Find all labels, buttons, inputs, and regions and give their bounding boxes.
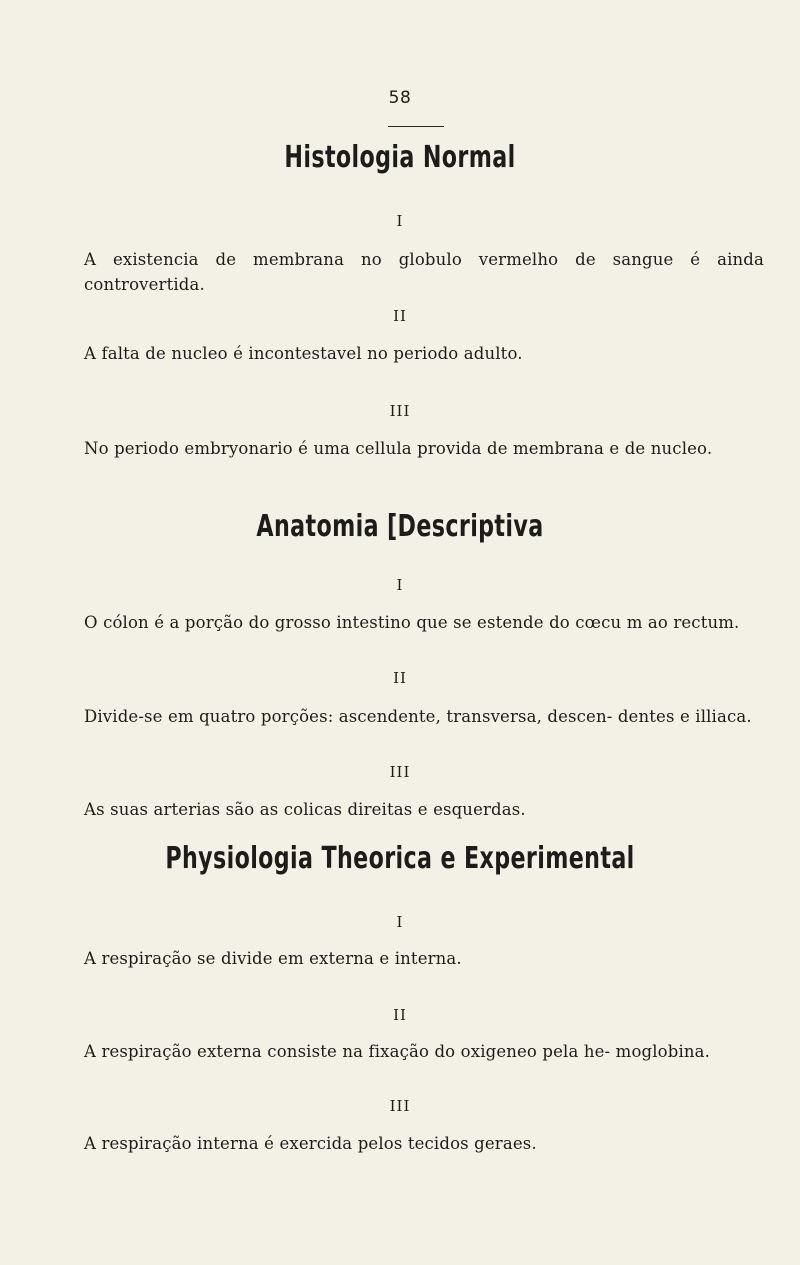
proposition-text: A respiração interna é exercida pelos tecidos geraes.: [84, 1134, 537, 1153]
proposition-numeral: II: [393, 669, 407, 687]
proposition-numeral: I: [396, 212, 404, 230]
proposition-text: A respiração se divide em externa e interna.: [84, 949, 462, 968]
proposition-numeral: II: [393, 1006, 407, 1024]
proposition-numeral: II: [393, 307, 407, 325]
proposition-numeral: III: [389, 1097, 411, 1115]
proposition-numeral: III: [389, 402, 411, 420]
proposition-text: A falta de nucleo é incontestavel no periodo adulto.: [84, 344, 523, 363]
section-title-anatomia: Anatomia [Descriptiva: [256, 509, 544, 544]
proposition-text: As suas arterias são as colicas direitas e esquerdas.: [84, 800, 526, 819]
proposition-text: O cólon é a porção do grosso intestino que se estende do cœcu m ao rectum.: [84, 613, 740, 632]
page-number-rule: [388, 126, 444, 127]
proposition-text: No periodo embryonario é uma cellula provida de membrana e de nucleo.: [84, 439, 713, 458]
proposition-text: Divide-se em quatro porções: ascendente, transversa, descen- dentes e illiaca.: [84, 707, 752, 726]
proposition-numeral: I: [396, 576, 404, 594]
proposition-text: A respiração externa consiste na fixação do oxigeneo pela he- moglobina.: [84, 1042, 711, 1061]
section-title-histologia: Histologia Normal: [284, 140, 516, 175]
proposition-numeral: III: [389, 763, 411, 781]
section-title-physiologia: Physiologia Theorica e Experimental: [165, 841, 635, 876]
page-number: 58: [388, 88, 412, 108]
proposition-text: A existencia de membrana no globulo vermelho de sangue é ainda controvertida.: [84, 250, 764, 294]
proposition-numeral: I: [396, 913, 404, 931]
